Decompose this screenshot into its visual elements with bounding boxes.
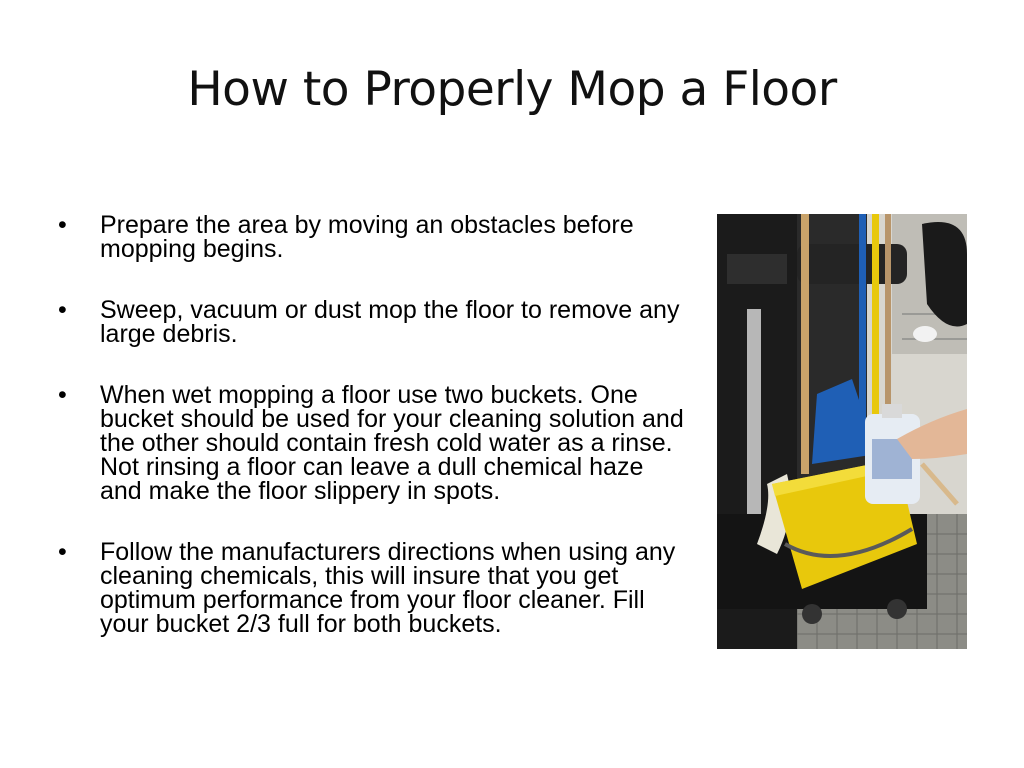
slide-title: How to Properly Mop a Floor [187,62,837,117]
bullet-text: Follow the manufacturers directions when using any cleaning chemicals, this will insure that you get optimum performance from your floor cleaner. Fill your bucket 2/3 full for both buckets. [100,538,676,638]
bullet-marker: • [58,538,67,566]
bullet-text: Sweep, vacuum or dust mop the floor to remove any large debris. [100,296,680,348]
bullet-item [58,298,688,346]
bullet-marker: • [58,381,67,409]
bullet-text: When wet mopping a floor use two buckets. One bucket should be used for your cleaning solution and the other should contain fresh cold water as a rinse. Not rinsing a floor can leave a dull chemical haze and make the floor slippery in spots. [100,381,684,505]
bullet-text: Prepare the area by moving an obstacles before mopping begins. [100,211,634,263]
bullet-item [58,213,688,261]
mop-bucket-photo [717,214,967,649]
broom-handle [801,214,809,474]
bullet-item [58,540,688,636]
mop-bucket-illustration [717,214,967,649]
bullet-marker: • [58,296,67,324]
bullet-marker: • [58,211,67,239]
cart-pole [747,309,761,539]
bullet-item [58,383,688,503]
bullet-list [58,213,688,673]
